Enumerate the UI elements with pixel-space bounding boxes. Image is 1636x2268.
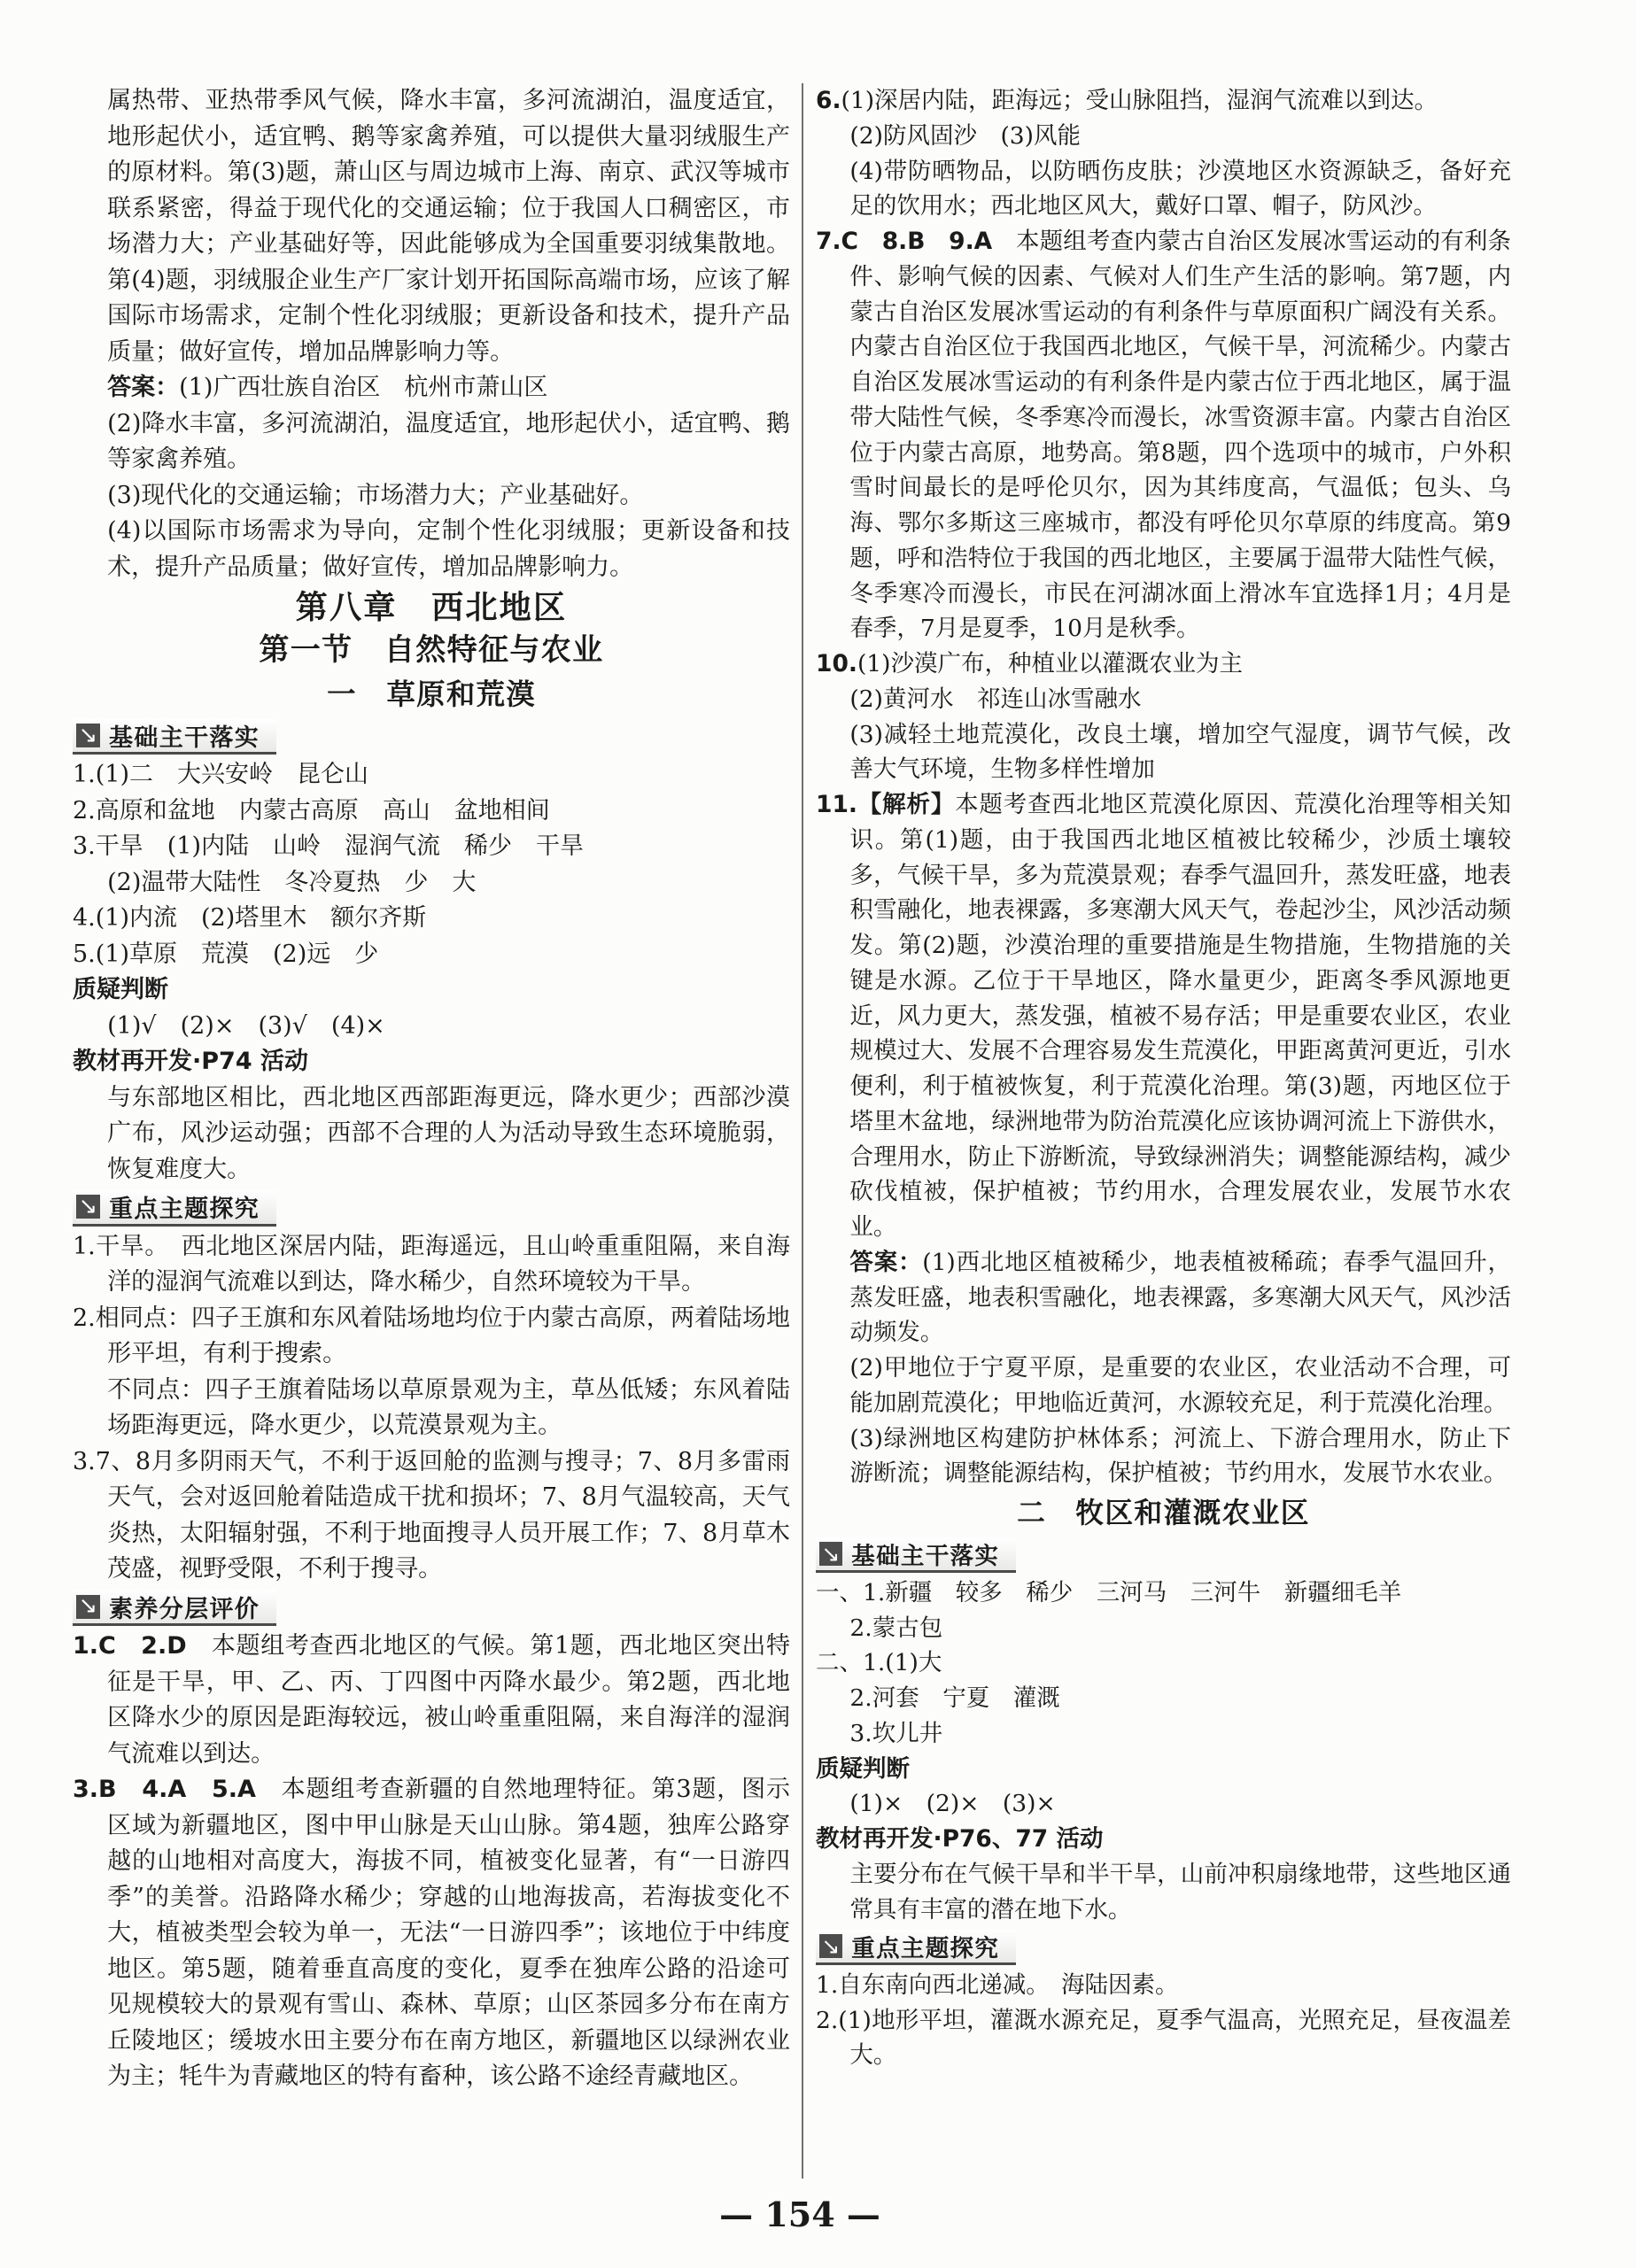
eval-item xyxy=(73,1629,790,1772)
section-title: 第一节 自然特征与农业 xyxy=(259,632,604,669)
focus-item: 1.干旱。 西北地区深居内陆，距海遥远，且山岭重重阻隔，来自海洋的湿润气流难以到达，降水稀少，自然环境较为干旱。 xyxy=(73,1232,790,1297)
page-number: — 154 — xyxy=(719,2194,880,2234)
basics-section-header xyxy=(816,1535,1511,1575)
eval-item xyxy=(816,224,1511,646)
focus-item: 3.7、8月多阴雨天气，不利于返回舱的监测与搜寻；7、8月多雷雨天气，会对返回舱着陆造成干扰和损坏；7、8月气温较高，天气炎热，太阳辐射强，不利于地面搜寻人员开展工作；7、8月草木茂盛，视野受限，不利于搜寻。 xyxy=(73,1447,790,1583)
eval-item-number: 11.【解析】 xyxy=(816,791,956,818)
eval-section-header xyxy=(73,1588,790,1629)
eval-item-number: 3.B 4.A 5.A xyxy=(73,1776,256,1804)
section-arrow-icon: ↘ xyxy=(819,1542,842,1565)
eval-item-text: 本题考查西北地区荒漠化原因、荒漠化治理等相关知识。第(1)题，由于我国西北地区植被比较稀少，沙质土壤较多，气候干旱，多为荒漠景观；春季气温回升，蒸发旺盛，地表积雪融化，地表裸露，多寒潮大风天气，卷起沙尘，风沙活动频发。第(2)题，沙漠治理的重要措施是生物措施，生物措施的关键是水源。乙位于干旱地区，降水量更少，距离冬季风源地更近，风力更大，蒸发强，植被不易存活；甲是重要农业区，农业规模过大、发展不合理容易发生荒漠化，甲距离黄河更近，引水便利，利于植被恢复，利于荒漠化治理。第(3)题，丙地区位于塔里木盆地，绿洲地带为防治荒漠化应该协调河流上下游供水，合理用水，防止下游断流，导致绿洲消失；调整能源结构，减少砍伐植被，保护植被；节约用水，合理发展农业，发展节水农业。 xyxy=(849,791,1511,1241)
section-header-label: 素养分层评价 xyxy=(109,1595,260,1623)
basics-item: 一、1.新疆 较多 稀少 三河马 三河牛 新疆细毛羊 xyxy=(816,1578,1402,1606)
doubt-label: 质疑判断 xyxy=(816,1754,910,1783)
section-header-band xyxy=(816,1537,1016,1573)
eval-subitem: (3)减轻土地荒漠化，改良土壤，增加空气湿度，调节气候，改善大气环境，生物多样性增加 xyxy=(849,720,1511,784)
chapter-title: 第八章 西北地区 xyxy=(295,588,568,626)
eval-subitem: (2)黄河水 祁连山冰雪融水 xyxy=(849,685,1142,713)
textbook-text: 与东部地区相比，西北地区西部距海更远，降水更少；西部沙漠广布，风沙运动强；西部不合理的人为活动导致生态环境脆弱，恢复难度大。 xyxy=(107,1083,790,1183)
basics-item: 4.(1)内流 (2)塔里木 额尔齐斯 xyxy=(73,904,427,933)
section-header-label: 重点主题探究 xyxy=(851,1935,1000,1963)
section-header-band xyxy=(73,1190,276,1227)
basics-item: 5.(1)草原 荒漠 (2)远 少 xyxy=(73,940,379,968)
section-arrow-icon: ↘ xyxy=(76,1195,100,1219)
column-divider xyxy=(802,83,803,2179)
section-header-label: 基础主干落实 xyxy=(851,1543,1000,1571)
section-header-label: 重点主题探究 xyxy=(109,1196,260,1224)
section-header-label: 基础主干落实 xyxy=(109,724,260,752)
basics-subitem: 2.蒙古包 xyxy=(849,1614,943,1642)
focus-section-header xyxy=(73,1188,790,1228)
focus-item: 2.相同点：四子王旗和东风着陆场地均位于内蒙古高原，两着陆场地形平坦，有利于搜索。 xyxy=(73,1304,790,1368)
textbook-label: 教材再开发·P76、77 活动 xyxy=(816,1825,1104,1854)
q11-answer-1 xyxy=(816,1245,1511,1351)
section-arrow-icon: ↘ xyxy=(76,724,100,747)
focus-item: 2.(1)地形平坦，灌溉水源充足，夏季气温高，光照充足，昼夜温差大。 xyxy=(816,2006,1511,2070)
intro-paragraph: 属热带、亚热带季风气候，降水丰富，多河流湖泊，温度适宜，地形起伏小，适宜鸭、鹅等家禽养殖，可以提供大量羽绒服生产的原材料。第(3)题，萧山区与周边城市上海、南京、武汉等城市联系紧密，得益于现代化的交通运输；位于我国人口稠密区，市场潜力大；产业基础好等，因此能够成为全国重要羽绒集散地。第(4)题，羽绒服企业生产厂家计划开拓国际高端市场，应该了解国际市场需求，定制个性化羽绒服；更新设备和技术，提升产品质量；做好宣传，增加品牌影响力等。 xyxy=(107,87,790,366)
eval-item-text: 本题组考查新疆的自然地理特征。第3题，图示区域为新疆地区，图中甲山脉是天山山脉。第4题，独库公路穿越的山地相对高度大，海拔不同，植被变化显著，有“一日游四季”的美誉。沿路降水稀少；穿越的山地海拔高，若海拔变化不大，植被类型会较为单一，无法“一日游四季”；该地位于中纬度地区。第5题，随着垂直高度的变化，夏季在独库公路的沿途可见规模较大的景观有雪山、森林、草原；山区茶园多分布在南方丘陵地区；缓坡水田主要分布在南方地区，新疆地区以绿洲农业为主；牦牛为青藏地区的特有畜种，该公路不途经青藏地区。 xyxy=(107,1776,790,2091)
basics-subitem: (2)温带大陆性 冬冷夏热 少 大 xyxy=(107,868,477,896)
eval-item xyxy=(73,1772,790,2095)
doubt-answers: (1)× (2)× (3)× xyxy=(849,1790,1056,1818)
eval-item-number: 1.C 2.D xyxy=(73,1632,187,1660)
eval-item-text: (1)深居内陆，距海远；受山脉阻挡，湿润气流难以到达。 xyxy=(841,87,1438,114)
basics-item: 1.(1)二 大兴安岭 昆仑山 xyxy=(73,761,369,789)
intro-answer-1 xyxy=(73,370,790,406)
eval-item-text: (1)沙漠广布，种植业以灌溉农业为主 xyxy=(857,650,1243,677)
eval-item xyxy=(816,646,1511,682)
part-title: 一 草原和荒漠 xyxy=(327,677,536,711)
basics-item: 2.高原和盆地 内蒙古高原 高山 盆地相间 xyxy=(73,796,550,824)
eval-subitem: (4)带防晒物品，以防晒伤皮肤；沙漠地区水资源缺乏，备好充足的饮用水；西北地区风大，戴好口罩、帽子，防风沙。 xyxy=(849,157,1511,221)
textbook-text: 主要分布在气候干旱和半干旱，山前冲积扇缘地带，这些地区通常具有丰富的潜在地下水。 xyxy=(849,1860,1511,1924)
basics-section-header xyxy=(73,716,790,757)
left-column xyxy=(73,83,790,2179)
eval-item-number: 7.C 8.B 9.A xyxy=(816,228,993,255)
eval-item-number: 6. xyxy=(816,87,841,114)
q11-answer-3: (3)绿洲地区构建防护林体系；河流上、下游合理用水，防止下游断流；调整能源结构，保护植被；节约用水，发展节水农业。 xyxy=(849,1424,1511,1488)
section-header-band xyxy=(73,1590,276,1626)
eval-item xyxy=(816,83,1511,119)
answer-label: 答案： xyxy=(107,374,180,401)
doubt-label: 质疑判断 xyxy=(73,976,168,1004)
eval-item-text: 本题组考查内蒙古自治区发展冰雪运动的有利条件、影响气候的因素、气候对人们生产生活的影响。第7题，内蒙古自治区发展冰雪运动的有利条件与草原面积广阔没有关系。内蒙古自治区位于我国西北地区，气候干旱，河流稀少。内蒙古自治区发展冰雪运动的有利条件是内蒙古位于西北地区，属于温带大陆性气候，冬季寒冷而漫长，冰雪资源丰富。内蒙古自治区位于内蒙古高原，地势高。第8题，四个选项中的城市，户外积雪时间最长的是呼伦贝尔，因为其纬度高，气温低；包头、乌海、鄂尔多斯这三座城市，都没有呼伦贝尔草原的纬度高。第9题，呼和浩特位于我国的西北地区，主要属于温带大陆性气候，冬季寒冷而漫长，市民在河湖冰面上滑冰车宜选择1月；4月是春季，7月是夏季，10月是秋季。 xyxy=(849,228,1511,643)
section-header-band xyxy=(73,719,276,755)
eval-item-text: 本题组考查西北地区的气候。第1题，西北地区突出特征是干旱，甲、乙、丙、丁四图中丙降水最少。第2题，西北地区降水少的原因是距海较远，被山岭重重阻隔，来自海洋的湿润气流难以到达。 xyxy=(107,1632,790,1768)
answer-label: 答案： xyxy=(849,1248,923,1276)
eval-item xyxy=(816,787,1511,1245)
intro-answer-2: (2)降水丰富，多河流湖泊，温度适宜，地形起伏小，适宜鸭、鹅等家禽养殖。 xyxy=(107,409,790,473)
eval-subitem: (2)防风固沙 (3)风能 xyxy=(849,121,1081,150)
focus-subitem: 不同点：四子王旗着陆场以草原景观为主，草丛低矮；东风着陆场距海更远，降水更少，以荒漠景观为主。 xyxy=(107,1375,790,1440)
section-arrow-icon: ↘ xyxy=(76,1595,100,1619)
basics-item: 3.干旱 (1)内陆 山岭 湿润气流 稀少 干旱 xyxy=(73,832,585,861)
focus-section-header xyxy=(816,1927,1511,1968)
intro-answer-3: (3)现代化的交通运输；市场潜力大；产业基础好。 xyxy=(107,481,644,509)
right-column xyxy=(816,83,1511,2179)
part-title: 二 牧区和灌溉农业区 xyxy=(1017,1497,1310,1529)
answer-text: (1)西北地区植被稀少，地表植被稀疏；春季气温回升，蒸发旺盛，地表积雪融化，地表裸露，多寒潮大风天气，风沙活动频发。 xyxy=(849,1248,1511,1347)
section-header-band xyxy=(816,1930,1016,1965)
section-arrow-icon: ↘ xyxy=(819,1934,842,1957)
doubt-answers: (1)√ (2)× (3)√ (4)× xyxy=(107,1011,385,1040)
basics-subitem: 2.河套 宁夏 灌溉 xyxy=(849,1684,1060,1713)
intro-answer-4: (4)以国际市场需求为导向，定制个性化羽绒服；更新设备和技术，提升产品质量；做好宣传，增加品牌影响力。 xyxy=(107,517,790,581)
eval-item-number: 10. xyxy=(816,650,857,677)
focus-item: 1.自东南向西北递减。 海陆因素。 xyxy=(816,1970,1179,1999)
textbook-label: 教材再开发·P74 活动 xyxy=(73,1048,309,1076)
basics-item: 二、1.(1)大 xyxy=(816,1649,942,1677)
q11-answer-2: (2)甲地位于宁夏平原，是重要的农业区，农业活动不合理，可能加剧荒漠化；甲地临近黄河，水源较充足，利于荒漠化治理。 xyxy=(849,1354,1511,1417)
basics-subitem: 3.坎儿井 xyxy=(849,1719,943,1747)
answer-text: (1)广西壮族自治区 杭州市萧山区 xyxy=(179,374,548,401)
